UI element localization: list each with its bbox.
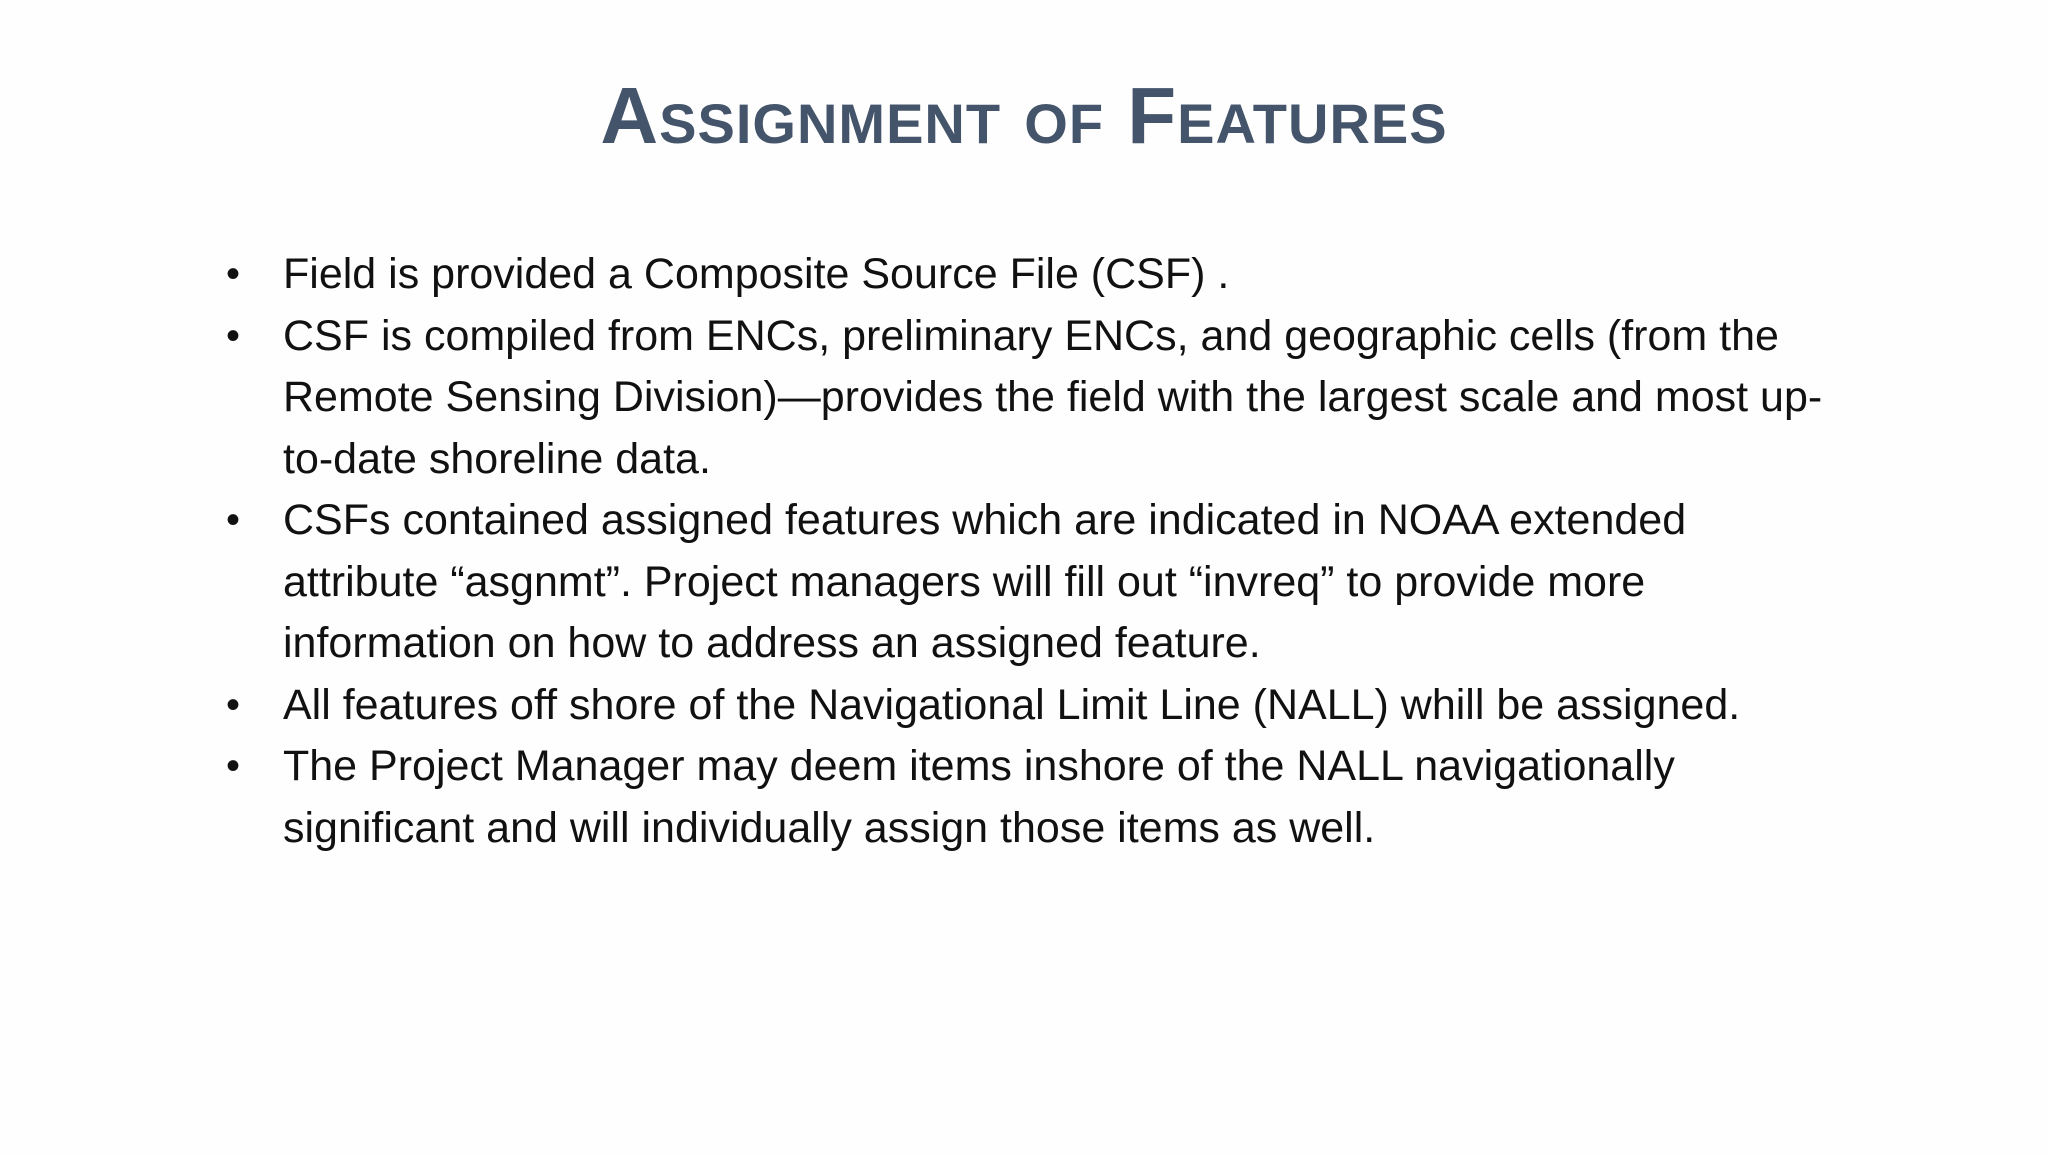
slide-title: Assignment of Features [600,71,1448,160]
bullet-list [220,244,1840,859]
bullet-icon: • [226,682,241,727]
bullet-icon: • [226,313,241,358]
bullet-text: CSF is compiled from ENCs, preliminary ENCs, and geographic cells (from the Remote Sensing Division)—provides the field with the largest scale and most up-to-date shoreline data. [283,311,1823,483]
list-item [220,306,1840,491]
bullet-text: Field is provided a Composite Source File (CSF) . [283,250,1230,298]
bullet-text: All features off shore of the Navigational Limit Line (NALL) whill be assigned. [283,680,1741,729]
bullet-icon: • [226,744,241,788]
list-item [220,244,1840,306]
bullet-icon: • [226,498,241,542]
list-item [220,675,1840,737]
bullet-icon: • [226,252,241,296]
bullet-text: The Project Manager may deem items inshore of the NALL navigationally significant and will individually assign those items as well. [283,742,1675,852]
list-item [220,490,1840,675]
list-item [220,736,1840,859]
bullet-text: CSFs contained assigned features which are indicated in NOAA extended attribute “asgnmt”. Project managers will fill out “invreq” to provide more information on how to address an assigned feature. [283,496,1687,667]
